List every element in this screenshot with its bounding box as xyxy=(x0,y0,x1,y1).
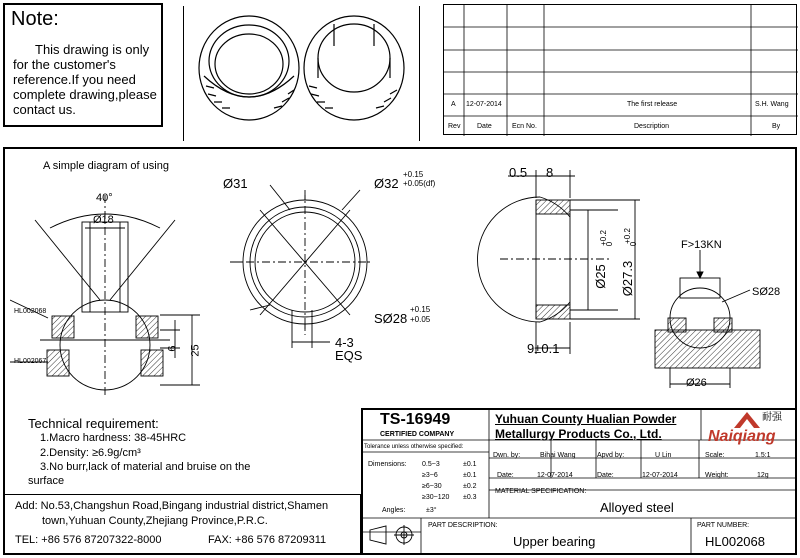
tol-range-2: ≥3~6 xyxy=(422,472,438,479)
dwn-value: Bihai Wang xyxy=(540,452,576,459)
front-dia-32-tol-lower: +0.05(df) xyxy=(403,179,436,188)
front-dia-32: Ø32 xyxy=(374,176,399,191)
tol-value-1: ±0.1 xyxy=(463,461,477,468)
section-dia-273-tol-lower: 0 xyxy=(629,241,639,247)
scale-value: 1.5:1 xyxy=(755,452,771,459)
note-line-2: for the customer's xyxy=(13,57,116,72)
address-line-2: town,Yuhuan County,Zhejiang Province,P.R.C. xyxy=(42,515,268,527)
logo-text: Naiqiang xyxy=(708,428,776,445)
rev-date-value: 12-07-2014 xyxy=(466,101,502,108)
date-header: Date xyxy=(477,123,492,130)
section-dia-25: Ø25 xyxy=(592,264,608,289)
section-height: 9±0.1 xyxy=(527,341,560,356)
angles-tol: ±3° xyxy=(426,507,437,514)
fax: FAX: +86 576 87209311 xyxy=(208,534,327,546)
description-header: Description xyxy=(634,123,670,130)
projection-symbol-icon xyxy=(366,520,418,550)
dimensions-label: Dimensions: xyxy=(368,461,407,468)
section-dia-25-tol-lower: 0 xyxy=(605,241,615,247)
label-hl002067: HL002067 xyxy=(14,358,47,365)
date-value-1: 12-07-2014 xyxy=(537,472,573,479)
angle-dim: 40° xyxy=(96,192,113,204)
part-no-label: PART NUMBER: xyxy=(697,522,750,529)
section-dim-05: 0.5 xyxy=(509,165,528,180)
tech-item-4: surface xyxy=(28,475,65,487)
dim-25: 25 xyxy=(189,344,202,357)
section-dia-273: Ø27.3 xyxy=(620,260,636,297)
dim-6: 6 xyxy=(166,345,179,352)
front-slots-note: EQS xyxy=(335,348,363,363)
front-sphere: SØ28 xyxy=(374,311,408,326)
logo-cn: 耐强 xyxy=(762,412,782,423)
note-line-4: complete drawing,please xyxy=(13,87,157,102)
dia-18-dim: Ø18 xyxy=(93,214,114,226)
dwn-label: Dwn. by: xyxy=(493,452,521,459)
weight-label: Weight: xyxy=(705,472,729,479)
section-view xyxy=(460,162,640,362)
tol-range-3: ≥6~30 xyxy=(422,483,442,490)
rev-value: A xyxy=(451,101,456,108)
date-value-2: 12-07-2014 xyxy=(642,472,678,479)
iso-sketch-box xyxy=(183,6,420,141)
tech-title: Technical requirement: xyxy=(28,416,159,431)
front-view xyxy=(230,170,370,363)
diagram-title: A simple diagram of using xyxy=(43,160,169,172)
rev-description-value: The first release xyxy=(627,101,678,108)
note-heading: Note: xyxy=(11,8,59,30)
scale-label: Scale: xyxy=(705,452,725,459)
note-line-1: This drawing is only xyxy=(35,42,150,57)
test-sphere: SØ28 xyxy=(752,286,781,298)
angles-label: Angles: xyxy=(382,507,406,514)
cert-sub: CERTIFIED COMPANY xyxy=(380,431,455,438)
part-desc-value: Upper bearing xyxy=(513,534,596,549)
tol-range-1: 0.5~3 xyxy=(422,461,440,468)
by-header: By xyxy=(772,123,781,130)
part-no-value: HL002068 xyxy=(705,534,765,549)
note-line-5: contact us. xyxy=(13,102,76,117)
section-dia-25-tol-upper: +0.2 xyxy=(598,230,608,246)
test-force: F>13KN xyxy=(681,239,722,251)
date-label-2: Date: xyxy=(597,472,614,479)
test-view xyxy=(640,250,775,400)
rev-header: Rev xyxy=(448,123,461,130)
date-label-1: Date: xyxy=(497,472,514,479)
material-value: Alloyed steel xyxy=(600,500,674,515)
front-sphere-tol-lower: +0.05 xyxy=(410,315,431,324)
apvd-value: U Lin xyxy=(655,452,672,459)
apvd-label: Apvd by: xyxy=(597,452,625,459)
address-line-1: Add: No.53,Changshun Road,Bingang industrial district,Shamen xyxy=(15,500,329,512)
tol-range-4: ≥30~120 xyxy=(422,494,450,501)
front-sphere-tol-upper: +0.15 xyxy=(410,305,431,314)
tel: TEL: +86 576 87207322-8000 xyxy=(15,534,162,546)
iso-sketch-drawing xyxy=(184,6,421,141)
rev-by-value: S.H. Wang xyxy=(755,101,789,108)
weight-value: 12g xyxy=(757,472,769,479)
cert-title: TS-16949 xyxy=(380,411,451,428)
company-logo-icon xyxy=(732,410,762,430)
tech-item-3: 3.No burr,lack of material and bruise on the xyxy=(40,461,251,473)
section-dim-8: 8 xyxy=(546,165,554,180)
front-slots: 4-3 xyxy=(335,335,354,350)
tol-value-2: ±0.1 xyxy=(463,472,477,479)
tech-item-1: 1.Macro hardness: 38-45HRC xyxy=(40,432,187,444)
company-line-1: Yuhuan County Hualian Powder xyxy=(495,412,677,426)
part-desc-label: PART DESCRIPTION: xyxy=(428,522,498,529)
label-hl002068: HL002068 xyxy=(14,308,47,315)
tol-value-3: ±0.2 xyxy=(463,483,477,490)
tech-item-2: 2.Density: ≥6.9g/cm³ xyxy=(40,447,141,459)
company-line-2: Metallurgy Products Co., Ltd. xyxy=(495,427,662,441)
tol-value-4: ±0.3 xyxy=(463,494,477,501)
front-dia-32-tol-upper: +0.15 xyxy=(403,170,424,179)
ecn-header: Ecn No. xyxy=(512,123,537,130)
front-dia-31: Ø31 xyxy=(223,176,248,191)
material-label: MATERIAL SPECIFICATION: xyxy=(495,488,587,495)
note-box xyxy=(3,3,163,127)
note-line-3: reference.If you need xyxy=(13,72,136,87)
tolerance-title: Tolerance unless otherwise specified: xyxy=(364,444,464,450)
revision-table xyxy=(443,4,797,135)
test-dia: Ø26 xyxy=(686,377,707,389)
section-dia-273-tol-upper: +0.2 xyxy=(622,228,632,244)
